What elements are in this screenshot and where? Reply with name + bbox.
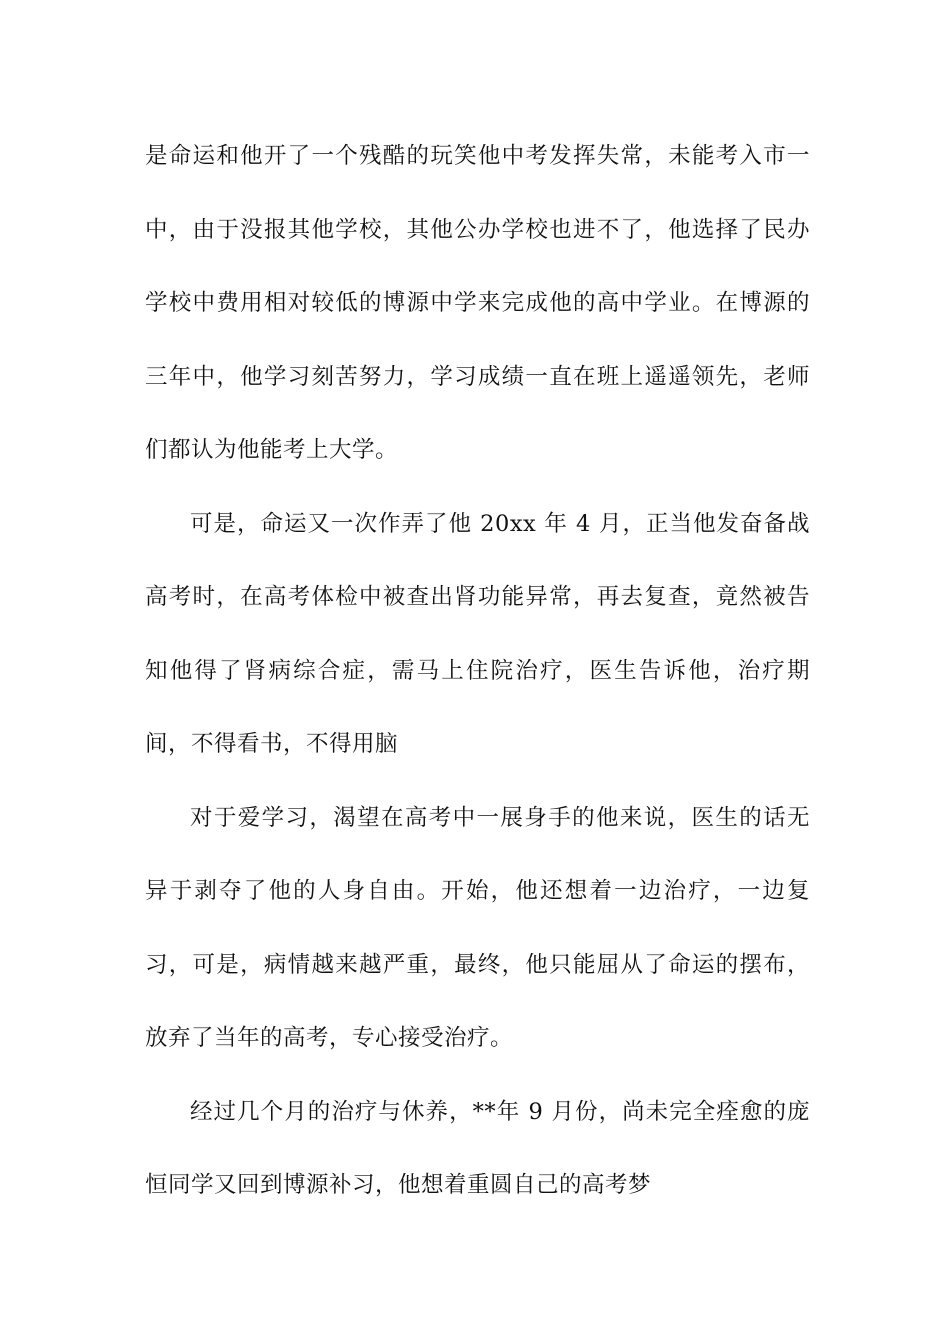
paragraph-2: 可是，命运又一次作弄了他 20xx 年 4 月，正当他发奋备战高考时，在高考体检中被查出肾功能异常，再去复查，竟然被告知他得了肾病综合症，需马上住院治疗，医生告诉他，治疗期间，不得看书，不得用脑 [145,510,810,757]
paragraph-3: 对于爱学习，渴望在高考中一展身手的他来说，医生的话无异于剥夺了他的人身自由。开始，他还想着一边治疗，一边复习，可是，病情越来越严重，最终，他只能屈从了命运的摆布，放弃了当年的高考，专心接受治疗。 [145,804,810,1051]
document-body [145,120,810,1223]
paragraph-1: 是命运和他开了一个残酷的玩笑他中考发挥失常，未能考入市一中，由于没报其他学校，其他公办学校也进不了，他选择了民办学校中费用相对较低的博源中学来完成他的高中学业。在博源的三年中，他学习刻苦努力，学习成绩一直在班上遥遥领先，老师们都认为他能考上大学。 [145,143,810,463]
paragraph-4: 经过几个月的治疗与休养，**年 9 月份，尚未完全痊愈的庞恒同学又回到博源补习，他想着重圆自己的高考梦 [145,1098,810,1198]
